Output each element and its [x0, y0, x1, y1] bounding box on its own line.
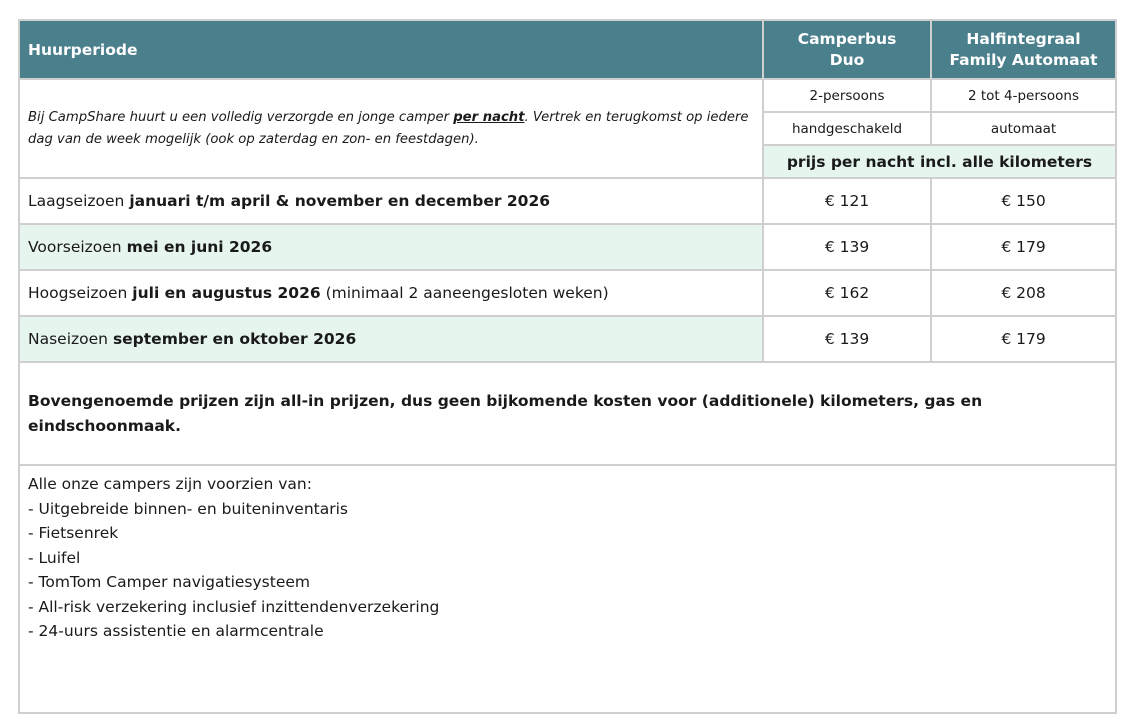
- season-label: [19, 316, 763, 362]
- price-table: [18, 19, 1117, 714]
- spec-row-persons: [19, 79, 1116, 112]
- equipment-intro: Alle onze campers zijn voorzien van:: [28, 475, 312, 493]
- equipment-item: - Fietsenrek: [28, 524, 119, 542]
- season-period: september en oktober 2026: [112, 330, 357, 348]
- season-row: [19, 316, 1116, 362]
- season-period: mei en juni 2026: [126, 238, 273, 256]
- header-col1-line2: Duo: [829, 50, 865, 69]
- price-family: € 179: [931, 316, 1116, 362]
- header-family-automaat: [931, 20, 1116, 79]
- season-period: januari t/m april & november en december 2026: [129, 192, 551, 210]
- equipment-list: [19, 465, 1116, 713]
- season-label: [19, 270, 763, 316]
- season-name: Voorseizoen: [28, 238, 122, 256]
- all-in-note: Bovengenoemde prijzen zijn all-in prijzen, dus geen bijkomende kosten voor (additionele) kilometers, gas en eindschoonmaak.: [19, 362, 1116, 465]
- price-family: € 150: [931, 178, 1116, 224]
- price-table-container: [18, 19, 1115, 714]
- spec-persons-family: 2 tot 4-persoons: [931, 79, 1116, 112]
- intro-text-before: Bij CampShare huurt u een volledig verzorgde en jonge camper: [28, 109, 454, 125]
- equipment-row: [19, 465, 1116, 713]
- equipment-item: - Luifel: [28, 548, 81, 567]
- header-col1-line1: Camperbus: [797, 29, 897, 48]
- price-duo: € 139: [763, 316, 931, 362]
- season-name: Naseizoen: [28, 330, 108, 348]
- header-col2-line1: Halfintegraal: [966, 29, 1081, 48]
- season-label: [19, 224, 763, 270]
- intro-text-after: . Vertrek en terugkomst op iedere dag van de week mogelijk (ook op zaterdag en zon- en feestdagen).: [28, 109, 749, 147]
- equipment-item: - TomTom Camper navigatiesysteem: [28, 573, 311, 591]
- intro-emphasis: per nacht: [453, 109, 525, 125]
- table-header-row: [19, 20, 1116, 79]
- season-label: [19, 178, 763, 224]
- header-camperbus-duo: [763, 20, 931, 79]
- equipment-item: - All-risk verzekering inclusief inzittendenverzekering: [28, 597, 440, 616]
- price-duo: € 139: [763, 224, 931, 270]
- all-in-note-row: [19, 362, 1116, 465]
- spec-transmission-family: automaat: [931, 112, 1116, 145]
- intro-text: [19, 79, 763, 178]
- season-name: Hoogseizoen: [28, 284, 128, 302]
- equipment-item: - Uitgebreide binnen- en buiteninventaris: [28, 499, 348, 518]
- price-duo: € 121: [763, 178, 931, 224]
- price-duo: € 162: [763, 270, 931, 316]
- price-family: € 179: [931, 224, 1116, 270]
- season-period: juli en augustus 2026: [132, 284, 321, 302]
- season-name: Laagseizoen: [28, 192, 125, 210]
- spec-transmission-duo: handgeschakeld: [763, 112, 931, 145]
- header-period: Huurperiode: [19, 20, 763, 79]
- season-row: [19, 224, 1116, 270]
- season-row: [19, 270, 1116, 316]
- season-extra: (minimaal 2 aaneengesloten weken): [320, 284, 609, 302]
- price-note: prijs per nacht incl. alle kilometers: [763, 145, 1116, 178]
- header-col2-line2: Family Automaat: [949, 50, 1098, 69]
- season-row: [19, 178, 1116, 224]
- price-family: € 208: [931, 270, 1116, 316]
- spec-persons-duo: 2-persoons: [763, 79, 931, 112]
- equipment-item: - 24-uurs assistentie en alarmcentrale: [28, 622, 324, 640]
